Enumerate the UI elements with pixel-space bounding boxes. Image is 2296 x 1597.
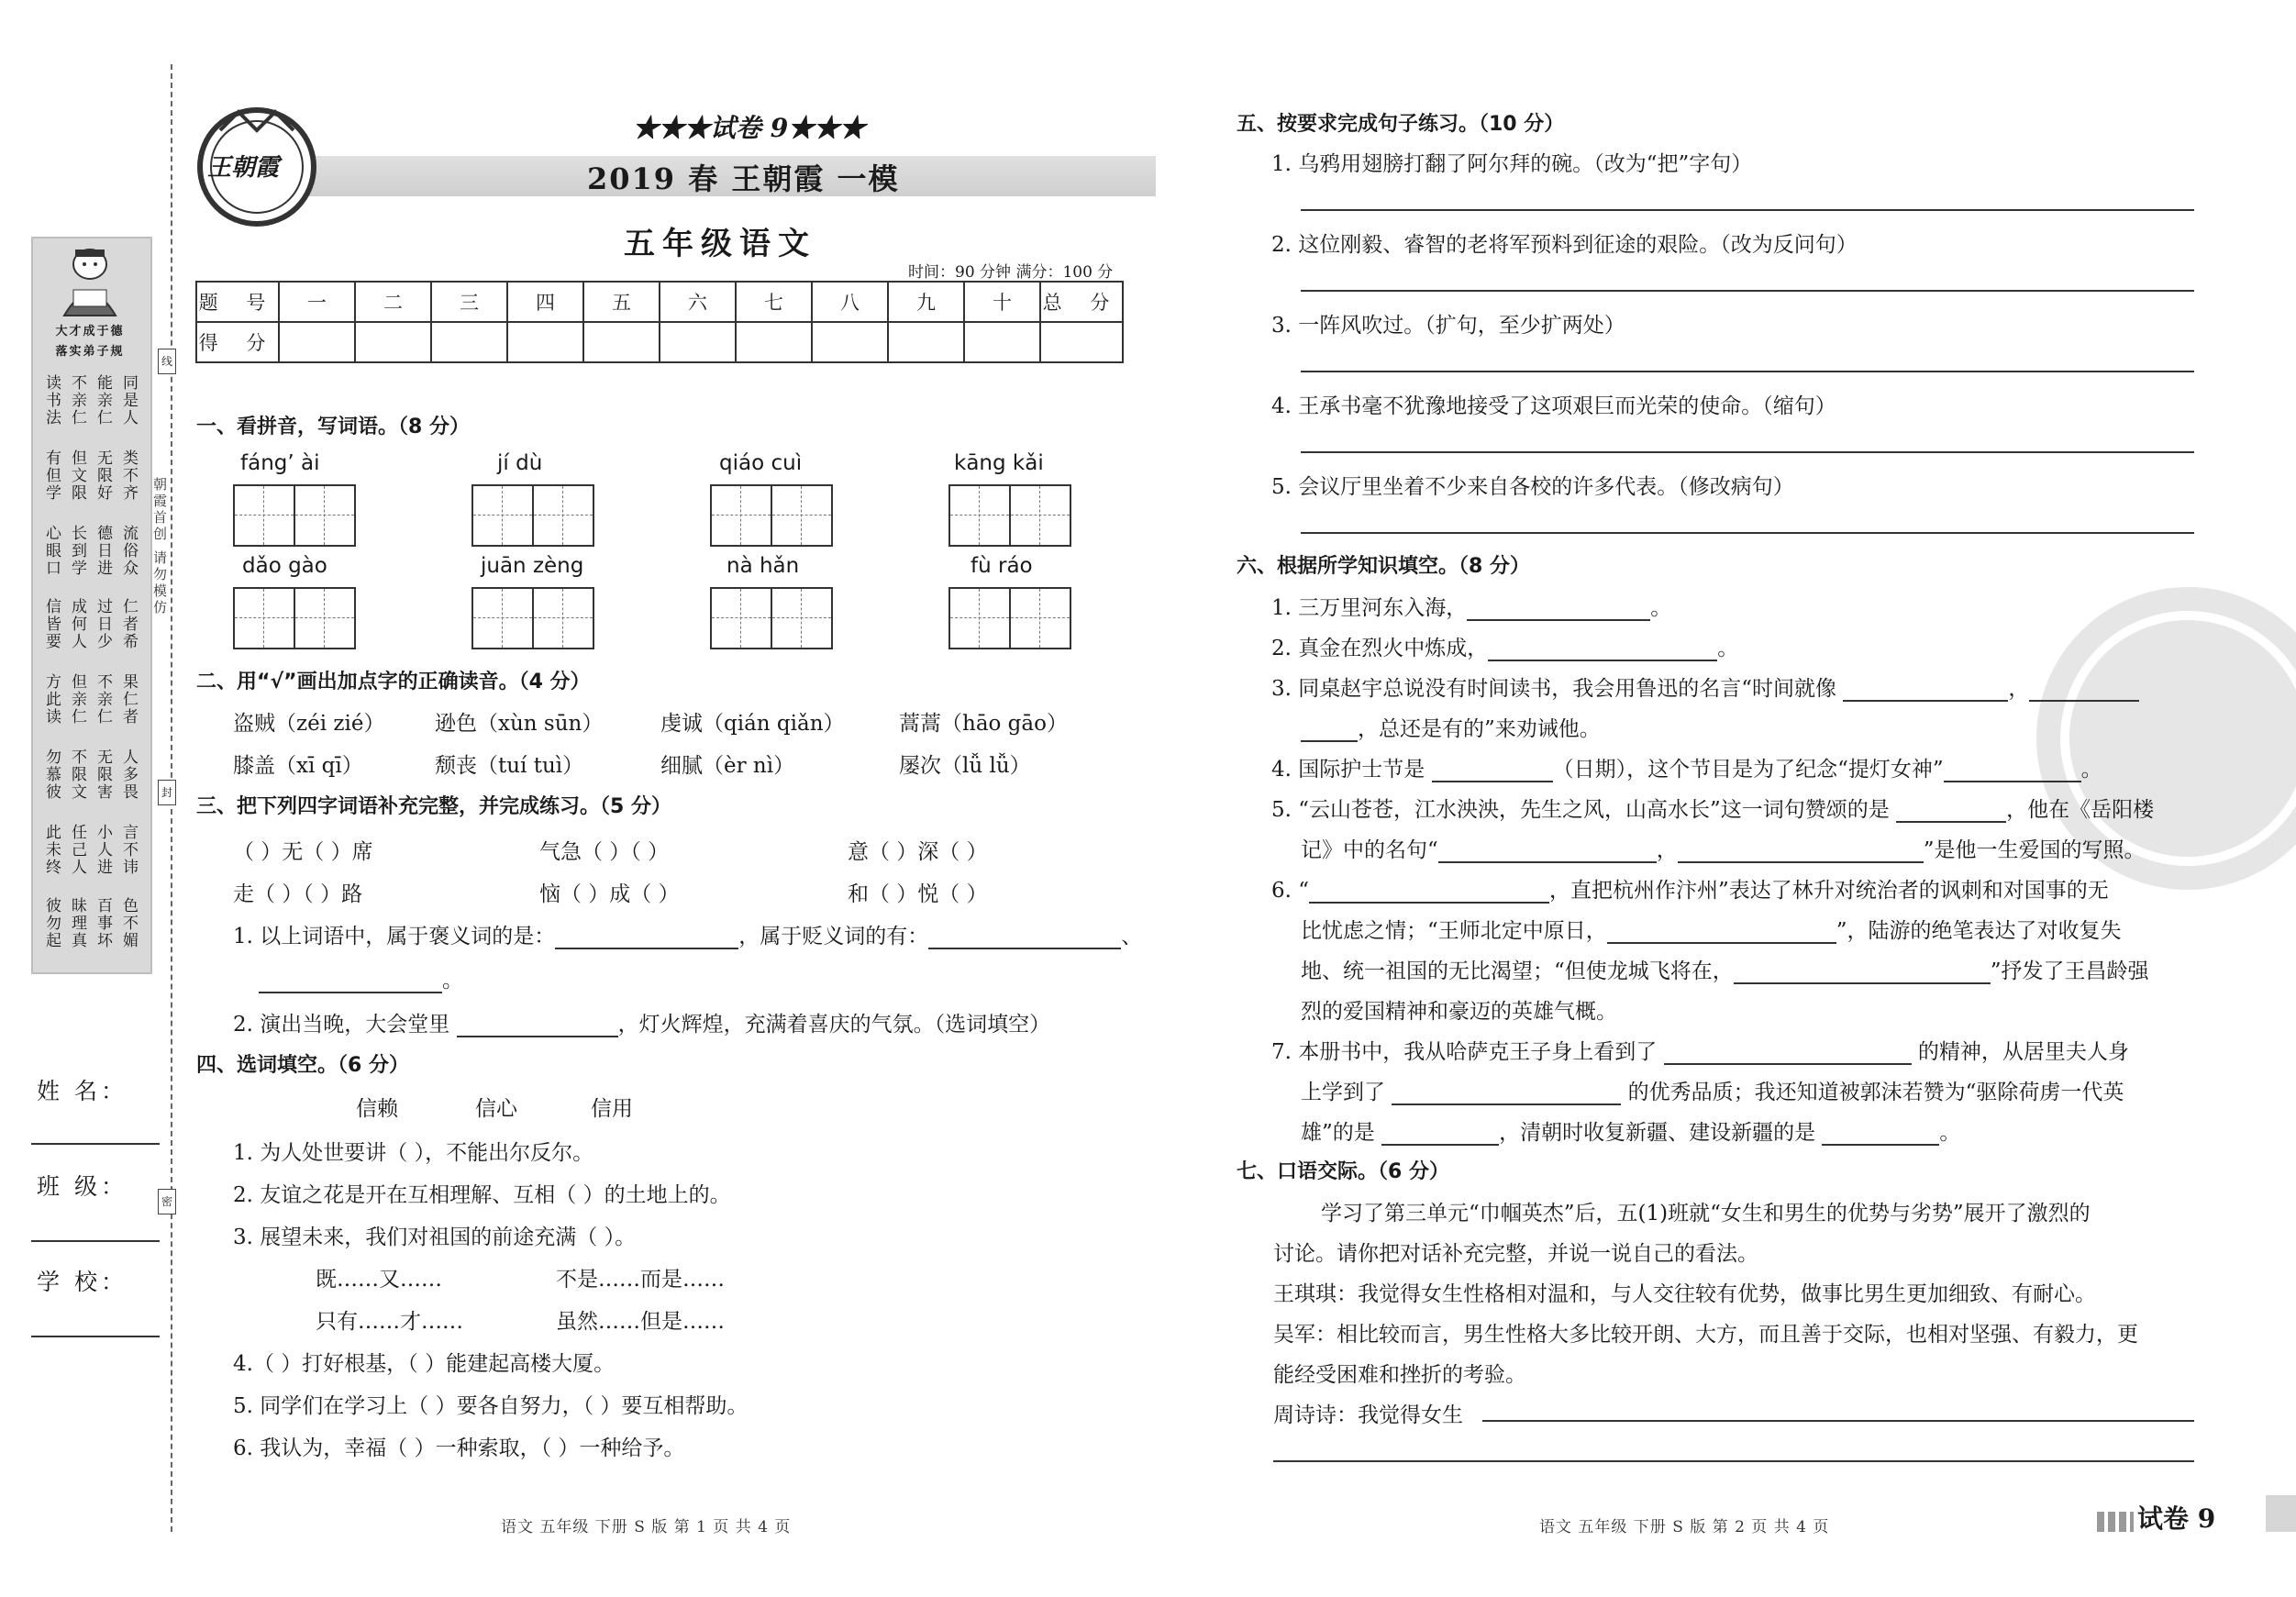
score-cell[interactable] — [507, 322, 583, 362]
q6-item-2 — [1271, 631, 1738, 661]
dialogue-intro: 讨论。请你把对话补充完整，并说一说自己的看法。 — [1273, 1242, 1758, 1266]
exam-tab-label: 试卷 9 — [2137, 1503, 2216, 1534]
proverb-col: 无限好 — [94, 449, 112, 502]
score-cell[interactable] — [964, 322, 1040, 362]
answer-blank[interactable] — [1843, 680, 2008, 702]
q6-item-3 — [1271, 671, 2139, 702]
q6-text: 的优秀品质；我还知道被郭沫若赞为“驱除荷虏一代英 — [1627, 1081, 2124, 1104]
section-3-title: 三、把下列四字词语补充完整，并完成练习。（5 分） — [196, 795, 671, 818]
q6-item-1 — [1271, 591, 1671, 621]
motto-line-1: 大才成于德 — [55, 325, 125, 338]
q6-text: （日期），这个节目是为了纪念“提灯女神” — [1552, 758, 1944, 782]
proverb-block-8 — [42, 897, 138, 949]
q6-text: 。 — [1650, 596, 1672, 620]
proverb-block-4 — [42, 598, 138, 650]
proverb-col: 流俗众 — [119, 525, 138, 577]
q3-sub1-text: 。 — [442, 969, 463, 993]
q6-item-5 — [1271, 793, 2154, 823]
proverb-block-5 — [42, 673, 138, 726]
answer-line[interactable] — [1301, 371, 2194, 372]
section-1-title: 一、看拼音，写词语。（8 分） — [196, 416, 470, 438]
idiom-blank[interactable]: 意（ ）深（ ） — [848, 840, 988, 864]
proverb-col: 信皆要 — [42, 598, 61, 650]
reading-choice[interactable]: 虔诚（qián qiǎn） — [660, 712, 845, 736]
q6-text: ， — [1656, 838, 1678, 862]
dialogue-line: 周诗诗：我觉得女生 — [1273, 1403, 1463, 1427]
q3-sub1-text: 1. 以上词语中，属于褒义词的是： — [233, 925, 556, 948]
name-label: 姓 名： — [37, 1078, 128, 1104]
reading-choice[interactable]: 蒿蒿（hāo gāo） — [899, 712, 1068, 736]
q6-text: 2. 真金在烈火中炼成， — [1271, 637, 1489, 660]
answer-blank[interactable] — [1734, 962, 1991, 984]
sentence-task: 5. 会议厅里坐着不少来自各校的许多代表。（修改病句） — [1271, 475, 1794, 499]
school-field[interactable] — [31, 1336, 160, 1337]
proverb-col: 但亲仁 — [68, 673, 86, 726]
fill-sentence[interactable]: 3. 展望未来，我们对祖国的前途充满（ ）。 — [233, 1225, 637, 1249]
idiom-blank[interactable]: 走（ ）（ ）路 — [233, 882, 363, 906]
score-row-label: 得 分 — [196, 322, 279, 362]
fill-sentence[interactable]: 5. 同学们在学习上（ ）要各自努力，（ ）要互相帮助。 — [233, 1394, 749, 1418]
answer-blank[interactable] — [928, 927, 1121, 949]
q6-text: ， — [2008, 677, 2030, 701]
answer-line[interactable] — [1301, 532, 2194, 534]
brand-logo-text: 王朝霞 — [207, 154, 280, 182]
pinyin-label: kāng kǎi — [954, 451, 1044, 475]
proverb-col: 此未终 — [42, 824, 61, 876]
sentence-task: 2. 这位刚毅、睿智的老将军预料到征途的艰险。（改为反问句） — [1271, 233, 1858, 257]
subject-title: 五年级语文 — [624, 226, 816, 262]
answer-blank[interactable] — [1467, 599, 1650, 621]
q6-text: 5. “云山苍苍，江水泱泱，先生之风，山高水长”这一词句赞颂的是 — [1271, 798, 1890, 822]
word-choice: 信心 — [475, 1097, 517, 1121]
answer-line[interactable] — [1301, 290, 2194, 292]
pinyin-label: jí dù — [497, 451, 543, 475]
answer-blank[interactable] — [1678, 841, 1924, 863]
school-label: 学 校： — [37, 1269, 128, 1295]
writing-grid[interactable] — [233, 484, 354, 545]
q6-item-7-cont — [1301, 1115, 1960, 1146]
word-choice: 信用 — [591, 1097, 633, 1121]
proverb-col: 心眼口 — [42, 525, 61, 577]
sentence-task: 4. 王承书毫不犹豫地接受了这项艰巨而光荣的使命。（缩句） — [1271, 394, 1836, 418]
score-header-cell: 五 — [583, 282, 660, 322]
q6-text: ”抒发了王昌龄强 — [1990, 959, 2149, 983]
class-label: 班 级： — [37, 1173, 128, 1200]
dialogue-line: 王琪琪：我觉得女生性格相对温和，与人交往较有优势，做事比男生更加细致、有耐心。 — [1273, 1282, 2096, 1306]
proverb-block-7 — [42, 824, 138, 876]
q6-text: 4. 国际护士节是 — [1271, 758, 1425, 782]
reading-choice[interactable]: 逊色（xùn sūn） — [435, 712, 604, 736]
cut-mark-seal: 封 — [158, 780, 176, 805]
q6-text: 记》中的名句“ — [1301, 838, 1438, 862]
proverb-col: 不亲仁 — [94, 673, 112, 726]
q3-sub1-text: ，属于贬义词的有： — [738, 925, 929, 948]
reading-choice[interactable]: 盗贼（zéi zié） — [233, 712, 385, 736]
q3-sub2-text: 2. 演出当晚，大会堂里 — [233, 1013, 450, 1037]
answer-blank[interactable] — [1432, 760, 1553, 782]
answer-blank[interactable] — [1896, 801, 2006, 823]
proverb-col: 方此读 — [42, 673, 61, 726]
answer-blank[interactable] — [1392, 1083, 1621, 1105]
score-header-cell: 八 — [812, 282, 888, 322]
q6-text: 地、统一祖国的无比渴望；“但使龙城飞将在， — [1301, 959, 1734, 983]
score-cell[interactable] — [1040, 322, 1123, 362]
q6-item-7-cont — [1301, 1075, 2124, 1105]
sentence-task: 1. 乌鸦用翅膀打翻了阿尔拜的碗。（改为“把”字句） — [1271, 152, 1753, 176]
proverb-col: 色不媚 — [119, 897, 138, 949]
q6-item-7 — [1271, 1035, 2129, 1065]
score-header-cell: 题 号 — [196, 282, 279, 322]
name-field[interactable] — [31, 1143, 160, 1145]
motto-line-2: 落实弟子规 — [55, 345, 125, 359]
score-header-cell: 三 — [431, 282, 507, 322]
dialogue-line: 能经受困难和挫折的考验。 — [1273, 1363, 1526, 1387]
reading-choice[interactable]: 膝盖（xī qī） — [233, 754, 363, 778]
writing-grid[interactable] — [471, 484, 593, 545]
pinyin-label: fáng’ ài — [240, 451, 320, 475]
q6-text: 上学到了 — [1301, 1081, 1385, 1104]
proverb-col: 无限害 — [94, 749, 112, 801]
writing-grid[interactable] — [948, 587, 1070, 648]
score-cell[interactable] — [279, 322, 355, 362]
reading-choice[interactable]: 屡次（lǚ lǚ） — [899, 754, 1031, 778]
conjunction: 只有……才…… — [316, 1310, 463, 1334]
score-header-cell: 七 — [736, 282, 812, 322]
section-5-title: 五、按要求完成句子练习。（10 分） — [1237, 113, 1565, 136]
q6-text: 。 — [1717, 637, 1739, 660]
exam-title: 2019 春 王朝霞 一模 — [587, 161, 900, 196]
q6-item-6 — [1271, 873, 2109, 904]
proverb-col: 过日少 — [94, 598, 112, 650]
tab-gray-block — [2266, 1495, 2296, 1532]
answer-blank[interactable] — [2029, 680, 2139, 702]
reading-choice[interactable]: 颓丧（tuí tuì） — [435, 754, 584, 778]
q6-text: 。 — [1939, 1121, 1961, 1145]
proverb-col: 能亲仁 — [94, 374, 112, 427]
proverb-col: 仁者希 — [119, 598, 138, 650]
q6-text: ”是他一生爱国的写照。 — [1923, 838, 2146, 862]
proverb-col: 昧理真 — [68, 897, 86, 949]
pinyin-label: juān zèng — [481, 554, 584, 578]
q6-text: 雄”的是 — [1301, 1121, 1375, 1145]
answer-blank[interactable] — [1381, 1124, 1499, 1146]
idiom-blank[interactable]: 恼（ ）成（ ） — [539, 882, 680, 906]
idiom-blank[interactable]: 气急（ ）（ ） — [539, 840, 670, 864]
cut-mark-line: 线 — [158, 349, 176, 374]
proverb-col: 不限文 — [68, 749, 86, 801]
proverb-col: 勿慕彼 — [42, 749, 61, 801]
exam-number: ★★★试卷 9★★★ — [633, 113, 866, 143]
section-6-title: 六、根据所学知识填空。（8 分） — [1237, 555, 1530, 578]
score-header-cell: 一 — [279, 282, 355, 322]
proverb-col: 言不讳 — [119, 824, 138, 876]
q6-text: 1. 三万里河东入海， — [1271, 596, 1468, 620]
score-header-cell: 二 — [355, 282, 431, 322]
writing-grid[interactable] — [471, 587, 593, 648]
score-header-cell: 九 — [888, 282, 964, 322]
q6-text: 7. 本册书中，我从哈萨克王子身上看到了 — [1271, 1040, 1658, 1064]
answer-blank[interactable] — [457, 1015, 618, 1037]
answer-line[interactable] — [1482, 1420, 2194, 1422]
time-info: 时间：90 分钟 满分：100 分 — [908, 263, 1114, 282]
sentence-task: 3. 一阵风吹过。（扩句，至少扩两处） — [1271, 314, 1625, 338]
q6-text: ，总还是有的”来劝诫他。 — [1358, 717, 1601, 741]
q6-text: 。 — [2080, 758, 2102, 782]
q3-sub1-cont — [259, 963, 463, 993]
cut-mark-secret: 密 — [158, 1189, 176, 1214]
fill-sentence[interactable]: 4.（ ）打好根基，（ ）能建起高楼大厦。 — [233, 1352, 616, 1376]
proverb-block-2 — [42, 449, 138, 502]
idiom-blank[interactable]: （ ）无（ ）席 — [233, 840, 373, 864]
answer-blank[interactable] — [1607, 922, 1836, 944]
proverb-col: 同是人 — [119, 374, 138, 427]
score-header-cell: 四 — [507, 282, 583, 322]
section-2-title: 二、用“√”画出加点字的正确读音。（4 分） — [196, 671, 591, 693]
q6-text: ”，陆游的绝笔表达了对收复失 — [1836, 919, 2122, 943]
answer-blank[interactable] — [1944, 760, 2081, 782]
class-field[interactable] — [31, 1240, 160, 1242]
proverb-block-3 — [42, 525, 138, 577]
proverb-col: 果仁者 — [119, 673, 138, 726]
q3-sub1-text: 、 — [1121, 925, 1143, 948]
q6-item-6-cont — [1301, 954, 2149, 984]
score-cell[interactable] — [812, 322, 888, 362]
pinyin-label: fù ráo — [971, 554, 1033, 578]
writing-grid[interactable] — [710, 587, 831, 648]
fill-sentence[interactable]: 2. 友谊之花是开在互相理解、互相（ ）的土地上的。 — [233, 1183, 731, 1207]
q6-text: 3. 同桌赵宇总说没有时间读书，我会用鲁迅的名言“时间就像 — [1271, 677, 1837, 701]
proverb-col: 百事坏 — [94, 897, 112, 949]
q6-text: 6. “ — [1271, 879, 1310, 903]
idiom-blank[interactable]: 和（ ）悦（ ） — [848, 882, 988, 906]
reading-choice[interactable]: 细腻（èr nì） — [660, 754, 795, 778]
writing-grid[interactable] — [710, 484, 831, 545]
proverb-col: 但文限 — [68, 449, 86, 502]
score-header-cell: 六 — [660, 282, 736, 322]
proverb-col: 人多畏 — [119, 749, 138, 801]
answer-blank[interactable] — [1301, 720, 1358, 742]
q3-sub2-text: ，灯火辉煌，充满着喜庆的气氛。（选词填空） — [617, 1013, 1051, 1037]
pinyin-label: nà hǎn — [727, 554, 800, 578]
pinyin-label: dǎo gào — [242, 554, 327, 578]
page-footer-left: 语文 五年级 下册 S 版 第 1 页 共 4 页 — [501, 1518, 792, 1536]
score-cell[interactable] — [660, 322, 736, 362]
score-cell[interactable] — [431, 322, 507, 362]
conjunction: 虽然……但是…… — [556, 1310, 725, 1334]
score-cell[interactable] — [583, 322, 660, 362]
dialogue-line: 吴军：相比较而言，男生性格大多比较开朗、大方，而且善于交际，也相对坚强、有毅力，更 — [1273, 1323, 2138, 1347]
proverb-col: 类不齐 — [119, 449, 138, 502]
q6-text: 比忧虑之情；“王师北定中原日， — [1301, 919, 1607, 943]
answer-blank[interactable] — [1822, 1124, 1939, 1146]
answer-blank[interactable] — [259, 971, 442, 993]
score-table — [195, 281, 1124, 363]
score-cell[interactable] — [888, 322, 964, 362]
answer-blank[interactable] — [1438, 841, 1657, 863]
q6-text: ，清朝时收复新疆、建设新疆的是 — [1499, 1121, 1816, 1145]
proverb-col: 彼勿起 — [42, 897, 61, 949]
fill-sentence[interactable]: 6. 我认为，幸福（ ）一种索取，（ ）一种给予。 — [233, 1436, 685, 1460]
fill-sentence[interactable]: 1. 为人处世要讲（ ），不能出尔反尔。 — [233, 1141, 594, 1165]
score-cell[interactable] — [355, 322, 431, 362]
q6-text: 的精神，从居里夫人身 — [1917, 1040, 2129, 1064]
page-footer-right: 语文 五年级 下册 S 版 第 2 页 共 4 页 — [1539, 1518, 1830, 1536]
proverb-col: 成何人 — [68, 598, 86, 650]
writing-grid[interactable] — [233, 587, 354, 648]
q6-item-6-cont — [1301, 914, 2122, 944]
tab-decoration — [2097, 1512, 2134, 1532]
score-cell[interactable] — [736, 322, 812, 362]
score-header-cell: 十 — [964, 282, 1040, 322]
proverb-block-1 — [42, 374, 138, 427]
scholar-mascot-icon — [37, 244, 143, 317]
q6-item-5-cont — [1301, 833, 2146, 863]
q6-text: ，直把杭州作汴州”表达了林升对统治者的讽刺和对国事的无 — [1549, 879, 2109, 903]
conjunction: 既……又…… — [316, 1268, 442, 1292]
score-header-cell: 总 分 — [1040, 282, 1123, 322]
answer-blank[interactable] — [1309, 882, 1549, 904]
proverb-col: 任己人 — [68, 824, 86, 876]
dialogue-intro: 学习了第三单元“巾帼英杰”后，五(1)班就“女生和男生的优势与劣势”展开了激烈的 — [1321, 1202, 2091, 1225]
word-choice: 信赖 — [356, 1097, 398, 1121]
q3-sub1 — [233, 919, 1142, 949]
proverb-col: 小人进 — [94, 824, 112, 876]
proverb-col: 德日进 — [94, 525, 112, 577]
q3-sub2 — [233, 1007, 1050, 1037]
conjunction: 不是……而是…… — [556, 1268, 725, 1292]
proverb-block-6 — [42, 749, 138, 801]
q6-item-4 — [1271, 752, 2102, 782]
pinyin-label: qiáo cuì — [719, 451, 803, 475]
proverb-col: 不亲仁 — [68, 374, 86, 427]
answer-line[interactable] — [1273, 1460, 2194, 1462]
side-note: 朝霞首创 请勿模仿 — [151, 477, 168, 616]
proverb-col: 有但学 — [42, 449, 61, 502]
proverb-col: 读书法 — [42, 374, 61, 427]
answer-blank[interactable] — [1488, 639, 1717, 661]
q6-item-6-cont: 烈的爱国精神和豪迈的英雄气概。 — [1301, 1000, 1617, 1024]
q6-item-3-cont — [1301, 712, 1601, 742]
answer-line[interactable] — [1301, 451, 2194, 453]
writing-grid[interactable] — [948, 484, 1070, 545]
answer-blank[interactable] — [1664, 1043, 1912, 1065]
q6-text: ，他在《岳阳楼 — [2006, 798, 2155, 822]
section-7-title: 七、口语交际。（6 分） — [1237, 1160, 1449, 1183]
proverb-col: 长到学 — [68, 525, 86, 577]
answer-line[interactable] — [1301, 209, 2194, 211]
answer-blank[interactable] — [555, 927, 738, 949]
section-4-title: 四、选词填空。（6 分） — [196, 1054, 409, 1077]
